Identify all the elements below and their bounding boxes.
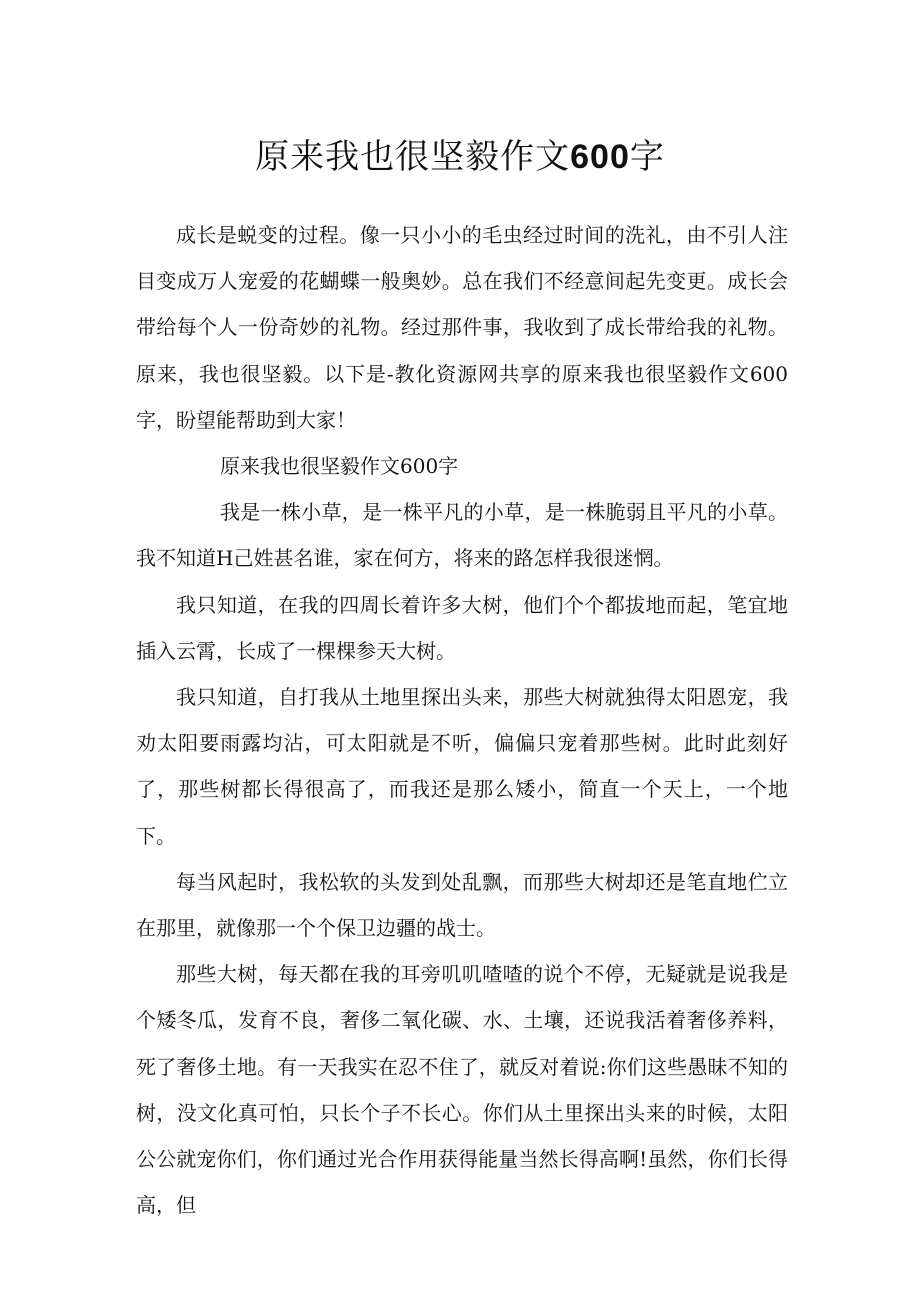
title-text: 原来我也很坚毅作文	[255, 137, 571, 177]
intro-paragraph: 成长是蜕变的过程。像一只小小的毛虫经过时间的洗礼，由不引人注目变成万人宠爱的花蝴蝶一般奥妙。总在我们不经意间起先变更。成长会带给每个人一份奇妙的礼物。经过那件事，我收到了成长带给我的礼物。原来，我也很坚毅。以下是-教化资源网共享的原来我也很坚毅作文600字，盼望能帮助到大家！	[136, 223, 788, 432]
title-number: 600	[570, 138, 630, 176]
page-title	[0, 134, 920, 180]
essay-subheading: 原来我也很坚毅作文600字	[220, 454, 459, 479]
title-suffix: 字	[629, 137, 665, 177]
article-body	[136, 212, 788, 1228]
story-paragraph: 那些大树，每天都在我的耳旁叽叽喳喳的说个不停，无疑就是说我是个矮冬瓜，发育不良，奢侈二氧化碳、水、土壤，还说我活着奢侈养料，死了奢侈土地。有一天我实在忍不住了，就反对着说:你们这些愚昧不知的树，没文化真可怕，只长个子不长心。你们从土里探出头来的时候，太阳公公就宠你们，你们通过光合作用获得能量当然长得高啊!虽然，你们长得高，但	[136, 962, 788, 1218]
story-paragraph: 每当风起时，我松软的头发到处乱飘，而那些大树却还是笔直地伫立在那里，就像那一个个保卫边疆的战士。	[136, 869, 788, 941]
story-paragraph: 我只知道，在我的四周长着许多大树，他们个个都拔地而起，笔宜地插入云霄，长成了一棵棵参天大树。	[136, 592, 788, 663]
story-paragraph: 我是一株小草，是一株平凡的小草，是一株脆弱且平凡的小草。我不知道H己姓甚名谁，家在何方，将来的路怎样我很迷惘。	[136, 500, 788, 571]
story-paragraph: 我只知道，自打我从土地里探出头来，那些大树就独得太阳恩宠，我劝太阳要雨露均沾，可太阳就是不听，偏偏只宠着那些树。此时此刻好了，那些树都长得很高了，而我还是那么矮小，简直一个天上，一个地下。	[136, 685, 788, 848]
